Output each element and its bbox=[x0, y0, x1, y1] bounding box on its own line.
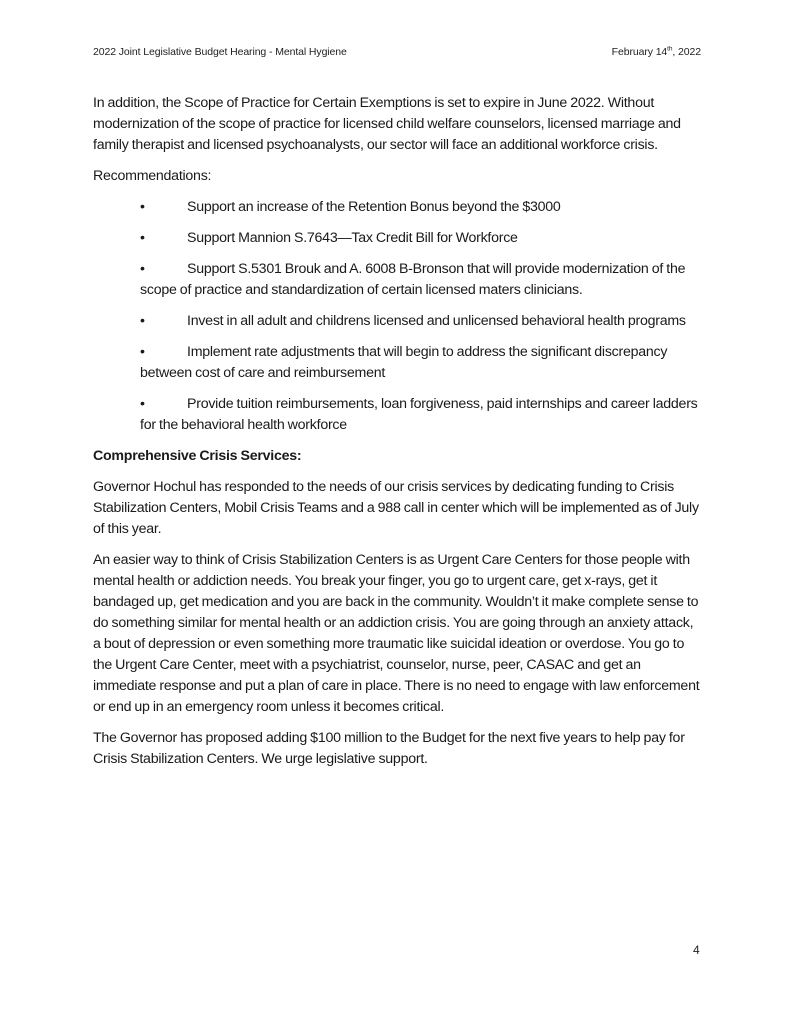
header-date bbox=[612, 46, 701, 58]
header-date-year: , 2022 bbox=[672, 46, 701, 58]
recommendation-item bbox=[140, 259, 703, 301]
recommendation-item bbox=[140, 197, 703, 218]
recommendation-text: Provide tuition reimbursements, loan forgiveness, paid internships and career ladders for the behavioral health workforce bbox=[140, 396, 698, 433]
bullet-icon: • bbox=[140, 344, 145, 360]
intro-paragraph: In addition, the Scope of Practice for Certain Exemptions is set to expire in June 2022. Without modernization of the scope of practice for licensed child welfare counselors, licensed marriage and family therapist and licensed psychoanalysts, our sector will face an additional workforce crisis. bbox=[93, 95, 681, 153]
recommendation-text: Implement rate adjustments that will begin to address the significant discrepancy between cost of care and reimbursement bbox=[140, 344, 668, 381]
recommendation-text: Support Mannion S.7643—Tax Credit Bill for Workforce bbox=[187, 230, 518, 246]
crisis-paragraph-2: An easier way to think of Crisis Stabilization Centers is as Urgent Care Centers for those people with mental health or addiction needs. You break your finger, you go to urgent care, get x-rays, get it bandaged up, get medication and you are back in the community. Wouldn’t it make complete sense to do something similar for mental health or an addiction crisis. You are going through an anxiety attack, a bout of depression or even something more traumatic like suicidal ideation or overdose. You go to the Urgent Care Center, meet with a psychiatrist, counselor, nurse, peer, CASAC and get an immediate response and put a plan of care in place. There is no need to engage with law enforcement or end up in an emergency room unless it becomes critical. bbox=[93, 552, 700, 715]
recommendation-item bbox=[140, 394, 703, 436]
recommendations-list bbox=[93, 197, 703, 436]
bullet-icon: • bbox=[140, 396, 145, 412]
recommendation-item bbox=[140, 311, 703, 332]
header-title: 2022 Joint Legislative Budget Hearing - Mental Hygiene bbox=[93, 46, 347, 58]
recommendation-text: Support S.5301 Brouk and A. 6008 B-Bronson that will provide modernization of the scope of practice and standardization of certain licensed maters clinicians. bbox=[140, 261, 686, 298]
recommendation-item bbox=[140, 342, 703, 384]
recommendation-item bbox=[140, 228, 703, 249]
recommendations-label: Recommendations: bbox=[93, 168, 212, 184]
page-number: 4 bbox=[693, 943, 700, 957]
crisis-paragraph-1: Governor Hochul has responded to the needs of our crisis services by dedicating funding to Crisis Stabilization Centers, Mobil Crisis Teams and a 988 call in center which will be implemented as of July of this year. bbox=[93, 479, 699, 537]
bullet-icon: • bbox=[140, 313, 145, 329]
header-date-day: February 14 bbox=[611, 46, 668, 58]
bullet-icon: • bbox=[140, 230, 145, 246]
bullet-icon: • bbox=[140, 261, 145, 277]
document-body bbox=[93, 93, 703, 780]
header-date-ordinal: th bbox=[667, 45, 673, 53]
bullet-icon: • bbox=[140, 199, 145, 215]
recommendation-text: Invest in all adult and childrens licensed and unlicensed behavioral health programs bbox=[187, 313, 686, 329]
section-heading-crisis-services: Comprehensive Crisis Services: bbox=[93, 448, 302, 464]
crisis-paragraph-3: The Governor has proposed adding $100 million to the Budget for the next five years to help pay for Crisis Stabilization Centers. We urge legislative support. bbox=[93, 730, 685, 767]
recommendation-text: Support an increase of the Retention Bonus beyond the $3000 bbox=[187, 199, 561, 215]
